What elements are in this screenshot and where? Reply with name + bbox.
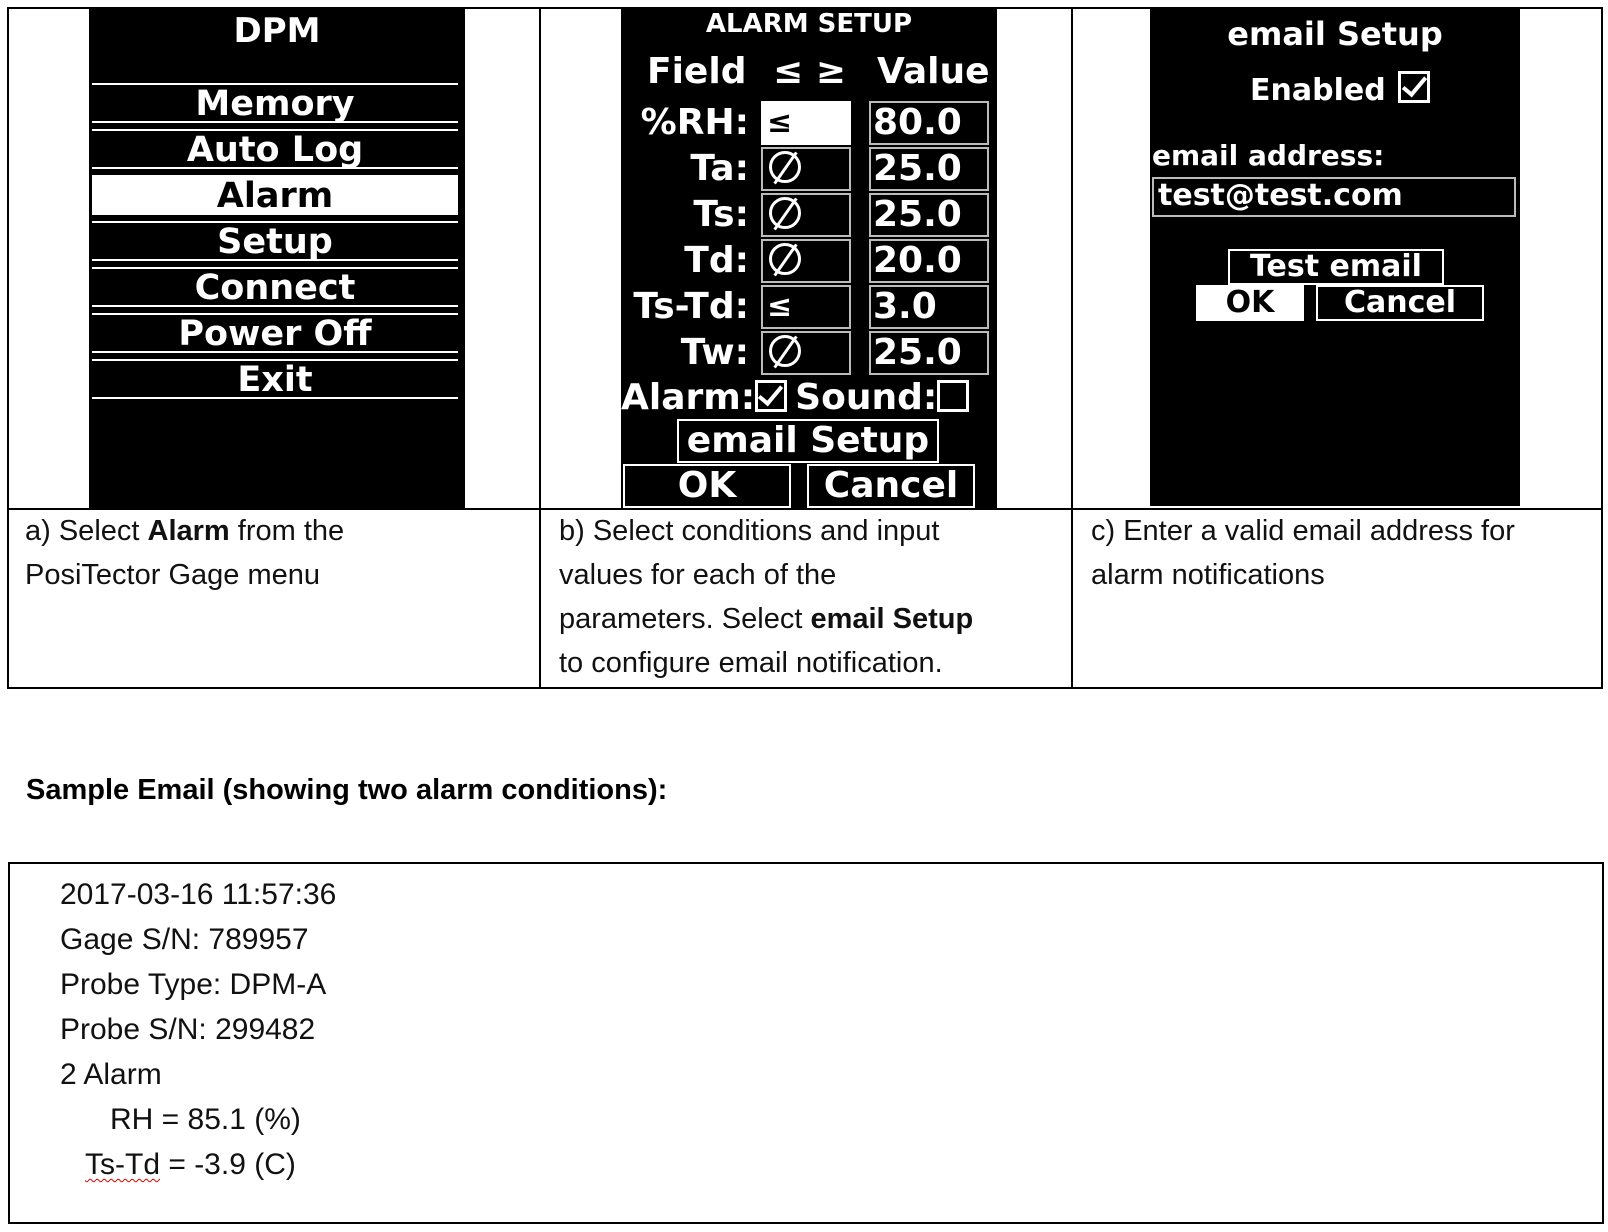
email-setup-button[interactable]: email Setup bbox=[677, 419, 939, 463]
cancel-button[interactable]: Cancel bbox=[807, 464, 975, 508]
enabled-checkbox[interactable] bbox=[1398, 71, 1430, 103]
field-label: Ta: bbox=[690, 148, 749, 189]
email-alarm-ts-td bbox=[85, 1148, 296, 1182]
value-field[interactable]: 25.0 bbox=[869, 193, 989, 237]
test-email-button[interactable]: Test email bbox=[1228, 249, 1444, 285]
sound-label: Sound: bbox=[795, 377, 938, 418]
caption-a bbox=[25, 509, 344, 597]
figure-table bbox=[7, 7, 1603, 689]
email-address-field[interactable]: test@test.com bbox=[1152, 177, 1516, 217]
sample-email-heading: Sample Email (showing two alarm conditions): bbox=[26, 774, 668, 806]
disabled-icon bbox=[769, 243, 801, 275]
condition-header: ≤ ≥ bbox=[773, 51, 846, 92]
value-field[interactable]: 25.0 bbox=[869, 147, 989, 191]
email-address-label: email address: bbox=[1152, 139, 1385, 172]
caption-text: to configure email notification. bbox=[559, 647, 943, 679]
column-divider bbox=[539, 9, 541, 687]
condition-select[interactable] bbox=[761, 331, 851, 375]
caption-text: b) Select conditions and input bbox=[559, 515, 940, 547]
condition-select[interactable] bbox=[761, 193, 851, 237]
alarm-setup-screen bbox=[621, 9, 997, 508]
disabled-icon bbox=[769, 197, 801, 229]
email-setup-screen bbox=[1150, 9, 1520, 506]
caption-text: parameters. Select bbox=[559, 603, 811, 635]
caption-text: PosiTector Gage menu bbox=[25, 559, 320, 591]
email-alarm-count: 2 Alarm bbox=[60, 1058, 162, 1091]
disabled-icon bbox=[769, 151, 801, 183]
value-header: Value bbox=[877, 51, 990, 92]
enabled-label: Enabled bbox=[1250, 73, 1386, 108]
condition-select[interactable]: ≤ bbox=[761, 285, 851, 329]
cancel-button[interactable]: Cancel bbox=[1316, 285, 1484, 321]
condition-select[interactable]: ≤ bbox=[761, 101, 851, 145]
sample-email-box bbox=[8, 862, 1604, 1224]
caption-text: c) Enter a valid email address for bbox=[1091, 515, 1515, 547]
value-field[interactable]: 25.0 bbox=[869, 331, 989, 375]
field-label: Tw: bbox=[680, 332, 749, 373]
menu-item-power-off[interactable]: Power Off bbox=[92, 313, 458, 353]
caption-c bbox=[1091, 509, 1515, 597]
screen-title: email Setup bbox=[1227, 15, 1443, 53]
email-probe-type: Probe Type: DPM-A bbox=[60, 968, 327, 1001]
menu-item-exit[interactable]: Exit bbox=[92, 359, 458, 399]
ok-button[interactable]: OK bbox=[1196, 285, 1304, 321]
screen-title: ALARM SETUP bbox=[705, 9, 913, 39]
field-header: Field bbox=[647, 51, 747, 92]
caption-bold: email Setup bbox=[810, 603, 974, 635]
menu-item-memory[interactable]: Memory bbox=[92, 83, 458, 123]
screen-title: DPM bbox=[233, 11, 321, 51]
condition-select[interactable] bbox=[761, 147, 851, 191]
caption-text: alarm notifications bbox=[1091, 559, 1325, 591]
email-datetime: 2017-03-16 11:57:36 bbox=[60, 878, 337, 911]
disabled-icon bbox=[769, 335, 801, 367]
caption-text: values for each of the bbox=[559, 559, 837, 591]
spellcheck-word: Ts-Td bbox=[85, 1148, 160, 1181]
sound-checkbox[interactable] bbox=[937, 380, 969, 412]
value-field[interactable]: 20.0 bbox=[869, 239, 989, 283]
email-gage-sn: Gage S/N: 789957 bbox=[60, 923, 309, 956]
menu-item-alarm[interactable]: Alarm bbox=[92, 175, 458, 215]
value-field[interactable]: 3.0 bbox=[869, 285, 989, 329]
ok-button[interactable]: OK bbox=[623, 464, 791, 508]
condition-select[interactable] bbox=[761, 239, 851, 283]
email-probe-sn: Probe S/N: 299482 bbox=[60, 1013, 316, 1046]
caption-bold: Alarm bbox=[147, 515, 230, 547]
alarm-sound-row bbox=[621, 377, 977, 418]
column-divider bbox=[1071, 9, 1073, 687]
field-label: Ts-Td: bbox=[633, 286, 749, 327]
caption-text: from the bbox=[229, 515, 345, 547]
email-alarm-rh: RH = 85.1 (%) bbox=[110, 1103, 301, 1136]
caption-b bbox=[559, 509, 973, 685]
alarm-checkbox[interactable] bbox=[755, 380, 787, 412]
field-label: Ts: bbox=[693, 194, 749, 235]
value-field[interactable]: 80.0 bbox=[869, 101, 989, 145]
enabled-row bbox=[1250, 71, 1430, 108]
alarm-label: Alarm: bbox=[621, 377, 756, 418]
alarm-value: = -3.9 (C) bbox=[160, 1148, 296, 1181]
field-label: %RH: bbox=[640, 102, 749, 143]
caption-text: a) Select bbox=[25, 515, 148, 547]
menu-item-setup[interactable]: Setup bbox=[92, 221, 458, 261]
menu-item-connect[interactable]: Connect bbox=[92, 267, 458, 307]
menu-item-auto-log[interactable]: Auto Log bbox=[92, 129, 458, 169]
field-label: Td: bbox=[684, 240, 749, 281]
dpm-menu-screen bbox=[89, 9, 465, 508]
